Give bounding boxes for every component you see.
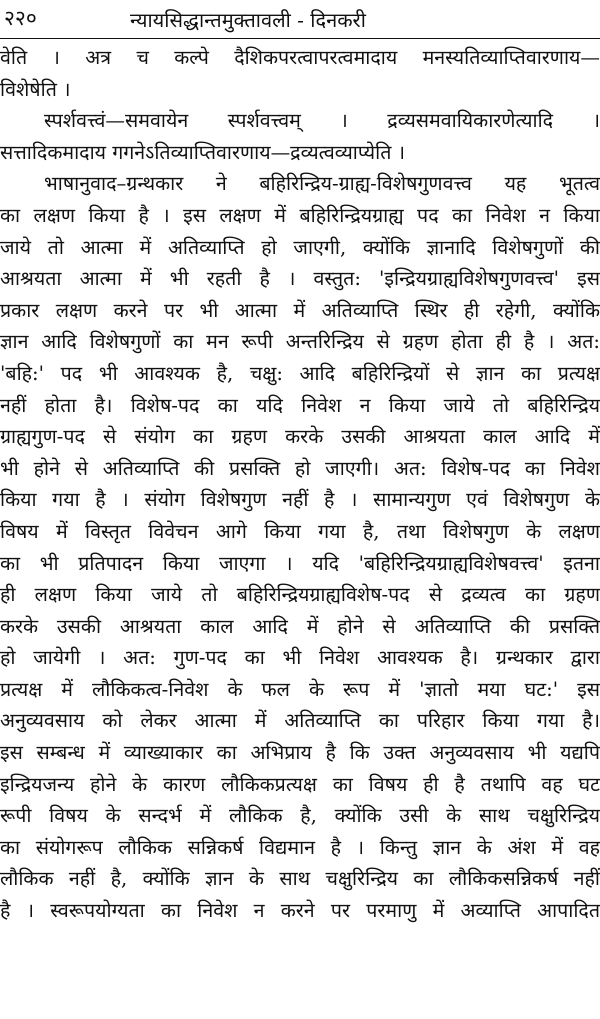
text-line: ही लक्षण किया जाये तो बहिरिन्द्रियग्राह्यविशेष-पद से द्रव्यत्व का ग्रहण [0,583,600,607]
text-line: विशेषेति । [0,77,71,101]
text-line: करके उसकी आश्रयता काल आदि में होने से अतिव्याप्ति की प्रसक्ति [0,614,600,638]
text-line: आश्रयता आत्मा में भी रहती है । वस्तुत: 'इन्द्रियग्राह्यविशेषगुणवत्त्व' इस [0,267,600,291]
page-number: २२० [4,6,37,30]
text-line: इस सम्बन्ध में व्याख्याकार का अभिप्राय है कि उक्त अनुव्यवसाय भी यद्यपि [0,741,600,765]
text-line: जाये तो आत्मा में अतिव्याप्ति हो जाएगी, क्योंकि ज्ञानादि विशेषगुणों की [0,235,600,259]
text-line: ग्राह्यगुण-पद से संयोग का ग्रहण करके उसकी आश्रयता काल आदि में [0,425,600,449]
text-line: हो जायेगी । अत: गुण-पद का भी निवेश आवश्यक है। ग्रन्थकार द्वारा [0,646,600,670]
text-line: 'बहि:' पद भी आवश्यक है, चक्षु: आदि बहिरिन्द्रियों से ज्ञान का प्रत्यक्ष [0,361,600,385]
text-line: नहीं होता है। विशेष-पद का यदि निवेश न किया जाये तो बहिरिन्द्रिय [0,393,600,417]
text-line: भाषानुवाद–ग्रन्थकार ने बहिरिन्द्रिय-ग्राह्य-विशेषगुणवत्त्व यह भूतत्व [44,172,600,196]
text-line: का संयोगरूप लौकिक सन्निकर्ष विद्यमान है । किन्तु ज्ञान के अंश में वह [0,835,600,859]
text-line: वेति । अत्र च कल्पे दैशिकपरत्वापरत्वमादाय मनस्यतिव्याप्तिवारणाय— [0,46,600,69]
body-text [0,42,600,927]
text-line: भी होने से अतिव्याप्ति की प्रसक्ति हो जाएगी। अत: विशेष-पद का निवेश [0,456,600,480]
text-line: किया गया है । संयोग विशेषगुण नहीं है । सामान्यगुण एवं विशेषगुण के [0,488,600,512]
text-line: है । स्वरूपयोग्यता का निवेश न करने पर परमाणु में अव्याप्ति आपादित [0,899,600,923]
text-line: ज्ञान आदि विशेषगुणों का मन रूपी अन्तरिन्द्रिय से ग्रहण होता ही है । अत: [0,330,600,354]
running-title: न्यायसिद्धान्तमुक्तावली - दिनकरी [130,8,366,32]
text-line: प्रत्यक्ष में लौकिकत्व-निवेश के फल के रूप में 'ज्ञातो मया घट:' इस [0,677,600,701]
text-line: का लक्षण किया है । इस लक्षण में बहिरिन्द्रियग्राह्य पद का निवेश न किया [0,203,600,227]
page-header [0,0,600,39]
text-line: प्रकार लक्षण करने पर भी आत्मा में अतिव्याप्ति स्थिर ही रहेगी, क्योंकि [0,298,600,322]
text-line: इन्द्रियजन्य होने के कारण लौकिकप्रत्यक्ष का विषय ही है तथापि वह घट [0,772,600,796]
text-line: रूपी विषय के सन्दर्भ में लौकिक है, क्योंकि उसी के साथ चक्षुरिन्द्रिय [0,804,600,828]
text-line: लौकिक नहीं है, क्योंकि ज्ञान के साथ चक्षुरिन्द्रिय का लौकिकसन्निकर्ष नहीं [0,867,600,891]
text-line: का भी प्रतिपादन किया जाएगा । यदि 'बहिरिन्द्रियग्राह्यविशेषवत्त्व' इतना [0,551,600,575]
text-line: सत्तादिकमादाय गगनेऽतिव्याप्तिवारणाय—द्रव्यत्वव्याप्येति । [0,140,406,164]
text-line: अनुव्यवसाय को लेकर आत्मा में अतिव्याप्ति का परिहार किया गया है। [0,709,600,733]
text-line: विषय में विस्तृत विवेचन आगे किया गया है, तथा विशेषगुण के लक्षण [0,519,600,543]
text-line: स्पर्शवत्त्वं—समवायेन स्पर्शवत्त्वम् । द्रव्यसमवायिकारणेत्यादि । [44,109,600,133]
